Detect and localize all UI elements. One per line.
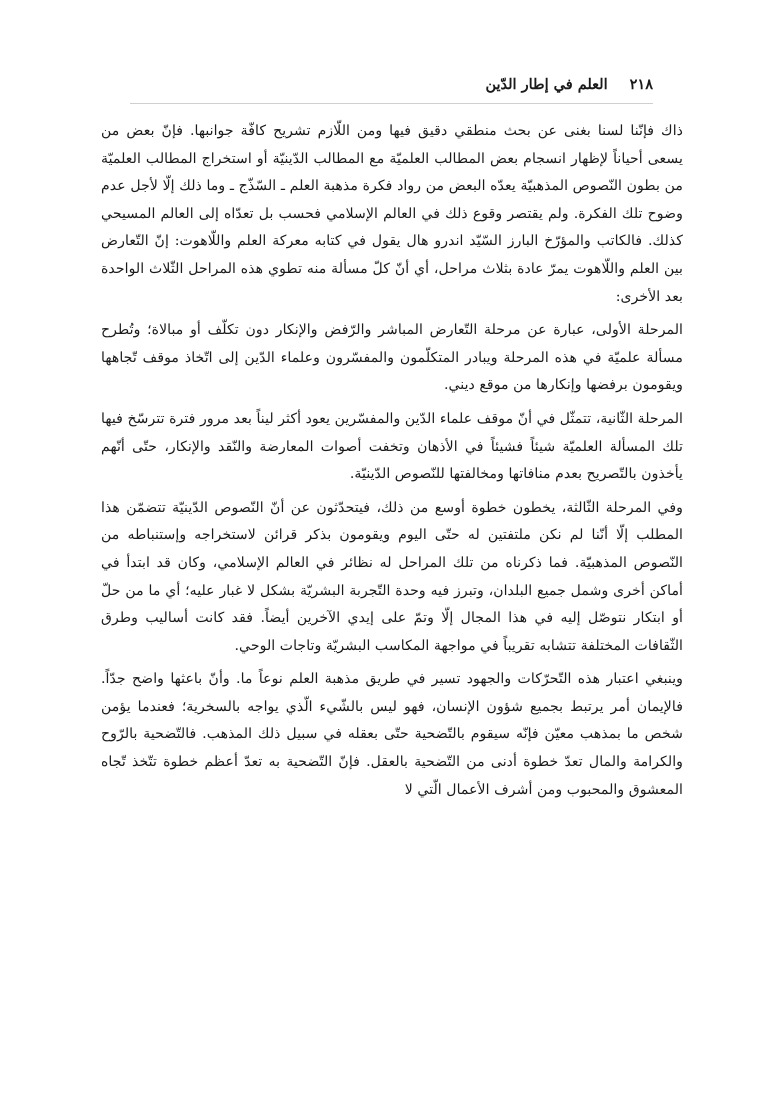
header-divider bbox=[130, 103, 653, 104]
running-header bbox=[130, 76, 653, 100]
paragraph: ذاك فإنّنا لسنا بغنى عن بحث منطقي دقيق فيها ومن اللّازم تشريح كافّة جوانبها. فإنّ بعض من يسعى أحياناً لإظهار انسجام بعض المطالب العلميّة مع المطالب الدّينيّة أو استخراج المطالب العلميّة من بطون النّصوص المذهبيّة يعدّه البعض من رواد فكرة مذهبة العلم ـ السّذّج ـ وما ذلك إلّا لأجل عدم وضوح تلك الفكرة. ولم يقتصر وقوع ذلك في العالم الإسلامي فحسب بل تعدّاه إلى العالم المسيحي كذلك. فالكاتب والمؤرّخ البارز السّيّد اندرو هال يقول في كتابه معركة العلم واللّاهوت: إنّ التّعارض بين العلم واللّاهوت يمرّ عادة بثلاث مراحل، أي أنّ كلّ مسألة منه تطوي هذه المراحل الثّلاث الواحدة بعد الأخرى: bbox=[101, 123, 683, 305]
paragraph: وفي المرحلة الثّالثة، يخطون خطوة أوسع من ذلك، فيتحدّثون عن أنّ النّصوص الدّينيّة تتضمّن هذا المطلب إلّا أنّنا لم نكن ملتفتين له حتّى اليوم ويقومون بذكر قرائن لاستخراجه وإستنباطه من النّصوص المذهبيّة. فما ذكرناه من تلك المراحل له نظائر في العالم الإسلامي، وكان قد ابتدأ في أماكن أخرى وشمل جميع البلدان، وتبرز فيه وحدة التّجربة البشريّة بشكل لا غبار عليه؛ أي ما من حلّ أو ابتكار نتوصّل إليه في هذا المجال إلّا وتمّ على إيدي الآخرين أيضاً. فقد كانت أساليب وطرق الثّقافات المختلفة تتشابه تقريباً في مواجهة المكاسب البشريّة وتاجات الوحي. bbox=[101, 499, 683, 654]
paragraph: المرحلة الأولى، عبارة عن مرحلة التّعارض المباشر والرّفض والإنكار دون تكلّف أو مبالاة؛ وتُطرح مسألة علميّة في هذه المرحلة ويبادر المتكلّمون والمفسّرون وعلماء الدّين إلى اتّخاذ موقف تّجاهها ويقومون برفضها وإنكارها من موقع ديني. bbox=[101, 322, 683, 394]
paragraph: المرحلة الثّانية، تتمثّل في أنّ موقف علماء الدّين والمفسّرين يعود أكثر ليناً بعد مرور فترة تترسّخ فيها تلك المسألة العلميّة شيئاً فشيئاً في الأذهان وتخفت أصوات المعارضة والنّقد والإنكار، حتّى أنّهم يأخذون بالتّصريح بعدم منافاتها ومخالفتها للنّصوص الدّينيّة. bbox=[101, 410, 683, 483]
page-number: ٢١٨ bbox=[629, 76, 653, 93]
running-title: العلم في إطار الدّين bbox=[485, 76, 608, 93]
page-body bbox=[101, 118, 683, 810]
paragraph: وينبغي اعتبار هذه التّحرّكات والجهود تسير في طريق مذهبة العلم نوعاً ما. وأنّ باعثها واضح جدّاً. فالإيمان أمر يرتبط بجميع شؤون الإنسان، فهو ليس بالشّيء الّذي يواجه بالسخرية؛ فعندما يؤمن شخص ما بمذهب معيّن فإنّه سيقوم بالتّضحية حتّى بعقله في سبيل ذلك المذهب. فالتّضحية بالرّوح والكرامة والمال تعدّ خطوة أدنى من التّضحية بالعقل. فإنّ التّضحية به تعدّ أعظم خطوة تتّخذ تّجاه المعشوق والمحبوب ومن أشرف الأعمال الّتي لا bbox=[101, 671, 683, 798]
